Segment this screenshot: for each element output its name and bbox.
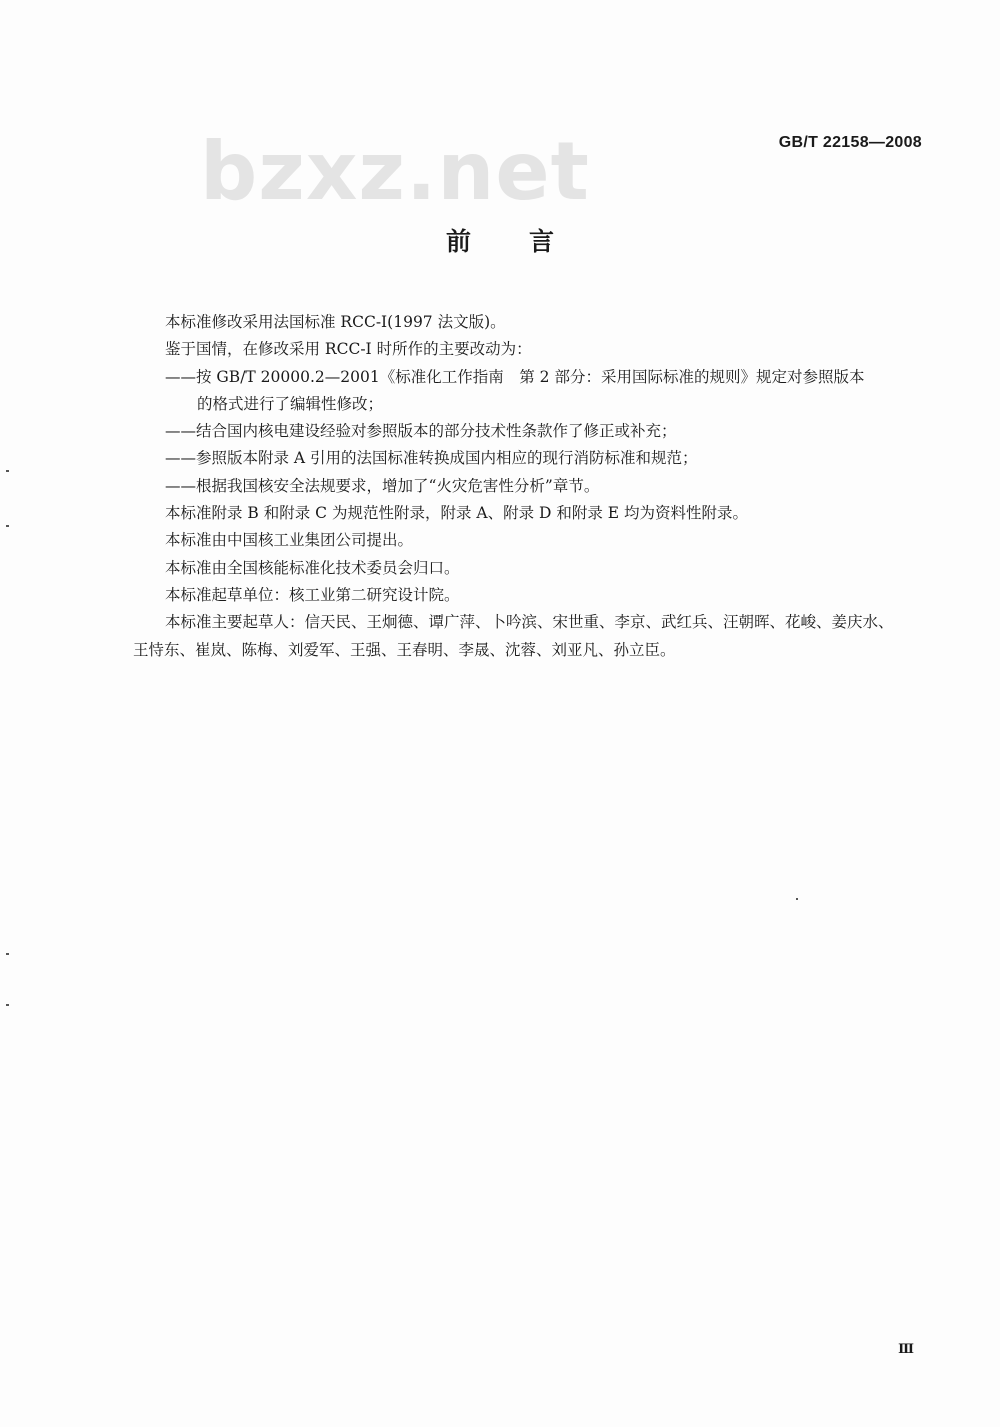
change-item-3: ——参照版本附录 A 引用的法国标准转换成国内相应的现行消防标准和规范；: [165, 449, 698, 468]
paragraph-committee: 本标准由全国核能标准化技术委员会归口。: [165, 558, 460, 577]
scan-artifact: [6, 470, 9, 472]
change-item-1-continuation: 的格式进行了编辑性修改；: [197, 394, 384, 413]
scan-artifact: [796, 898, 798, 900]
change-item-2: ——结合国内核电建设经验对参照版本的部分技术性条款作了修正或补充；: [165, 422, 677, 441]
change-item-4: ——根据我国核安全法规要求，增加了“火灾危害性分析”章节。: [165, 476, 600, 495]
page-title: 前言: [445, 227, 612, 256]
change-item-1: ——按 GB/T 20000.2—2001《标准化工作指南 第 2 部分：采用国际标准的规则》规定对参照版本: [165, 367, 865, 386]
standard-number: GB/T 22158—2008: [778, 134, 922, 151]
page-number: Ⅲ: [898, 1342, 914, 1357]
paragraph-adoption: 本标准修改采用法国标准 RCC-I(1997 法文版)。: [165, 313, 506, 331]
watermark: bzxz.net: [200, 125, 590, 218]
paragraph-appendices: 本标准附录 B 和附录 C 为规范性附录，附录 A、附录 D 和附录 E 均为资料性附录。: [165, 504, 749, 523]
paragraph-changes-intro: 鉴于国情，在修改采用 RCC-I 时所作的主要改动为：: [165, 340, 532, 359]
paragraph-drafters: 本标准主要起草人：信天民、王炯德、谭广萍、卜吟滨、宋世重、李京、武红兵、汪朝晖、花峻、姜庆水、: [165, 613, 894, 632]
paragraph-proposer: 本标准由中国核工业集团公司提出。: [165, 531, 414, 550]
paragraph-drafting-unit: 本标准起草单位：核工业第二研究设计院。: [165, 585, 460, 604]
scan-artifact: [6, 1004, 9, 1006]
paragraph-drafters-continuation: 王恃东、崔岚、陈梅、刘爱军、王强、王春明、李晟、沈蓉、刘亚凡、孙立臣。: [133, 640, 676, 659]
scan-artifact: [6, 953, 9, 955]
scan-artifact: [6, 525, 9, 527]
foreword-body: [133, 309, 933, 664]
